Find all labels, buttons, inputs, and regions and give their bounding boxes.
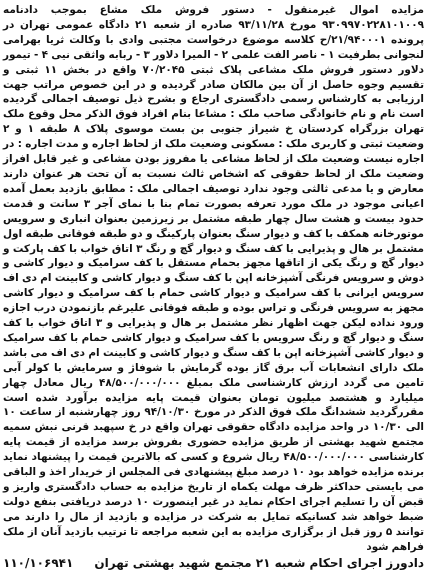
notice-body: مزایده اموال غیرمنقول - دستور فروش ملک مشاع بموجب دادنامه ۹۳۰۹۹۷۰۲۲۸۱۰۱۰۰۹ مورخ ۹۳/۱۱/۲۸ صادره از شعبه ۲۱ دادگاه عمومی تهران در پرونده ۲۱/۹۴۰۰۰۱/ح کلاسه موضوع درخواست مجتبی وادی با وکالت ثریا بهرامی لنجوانی بطرفیت ۱ - ناصر الفت علمی ۲ - المیرا دلاور ۳ - ربابه واثقی نیی ۴ - تیمور دلاور دستور فروش ملک مشاعی پلاک ثبتی ۷۰/۲۰۴۵ واقع در بخش ۱۱ ثبتی و تقسیم وجوه حاصل از آن بین مالکان صادر گردیده و در این خصوص مراتب جهت ارزیابی به کارشناس رسمی دادگستری ارجاع و بشرح ذیل توصیف اجمالی گردیده است نام و نام خانوادگی صاحب ملک : مشاعا بنام افراد فوق الذکر محل وقوع ملک تهران بزرگراه کردستان خ شیراز جنوبی بن بست موسوی پلاک ۸ طبقه ۱ و ۲ وضعیت ثبتی و کاربری ملک : مسکونی وضعیت ملک از لحاظ اجاره و مدت اجاره : در اجاره نیست وضعیت ملک از لحاظ مشاعی یا مفروز بودن مشاعی و غیر قابل افراز وضعیت ملک از لحاظ حقوقی که اشخاص ثالث نسبت به آن تحت هر عنوان دارند معارض و یا مدعی ثالثی وجود ندارد توصیف اجمالی ملک : مطابق بازدید بعمل آمده اعیانی موجود در ملک مورد تعرفه بصورت تمام بنا با نمای آجر ۳ سانت و قدمت حدود بیست و هشت سال چهار طبقه مشتمل بر زیرزمین بعنوان انباری و سرویس موتورخانه همکف با کف و دیوار سنگ بعنوان پارکینگ و دو طبقه فوقانی طبقه اول مشتمل بر هال و پذیرایی با کف سنگ و دیوار گچ و رنگ ۳ اتاق خواب با کف پارکت و دیوار گچ و رنگ یکی از اتاقها مجهز بحمام مستقل با کف سرامیک و دیوار کاشی و دوش و سرویس فرنگی آشپزخانه اپن با کف سنگ و دیوار کاشی و کابینت ام دی اف سرویس ایرانی با کف سرامیک و دیوار کاشی حمام با کف سرامیک و دیوار کاشی مجهز به سرویس فرنگی و تراس بوده و طبقه فوقانی علیرغم بازنمودن درب اجازه ورود نداده لیکن جهت اظهار نظر مشتمل بر هال و پذیرایی و ۳ اتاق خواب با کف سنگ و دیوار گچ و رنگ سرویس با کف سرامیک و دیوار کاشی حمام با کف سرامیک و دیوار کاشی آشپزخانه اپن با کف سنگ و دیوار کاشی و کابینت ام دی اف می باشد ملک دارای انشعابات آب برق گاز بوده گرمایش با شوفاژ و سرمایش با کولر آبی تامین می گردد ارزش کارشناسی ملک بمبلغ ۴۸/۵۰۰/۰۰۰/۰۰۰ ریال معادل چهار میلیارد و هشتصد میلیون تومان بعنوان قیمت پایه مزایده برآورد شده است مقررگردید ششدانگ ملک فوق الذکر در مورخ ۹۴/۱۰/۳۰ روز چهارشنبه از ساعت ۱۰ الی ۱۰/۳۰ در واحد مزایده دادگاه حقوقی تهران واقع در خ سپهبد قرنی نبش سمیه مجتمع شهید بهشتی از طریق مزایده حضوری بفروش برسد مزایده از قیمت پایه کارشناسی ۴۸/۵۰۰/۰۰۰/۰۰۰ ریال شروع و کسی که بالاترین قیمت را پیشنهاد نماید برنده مزایده خواهد بود ۱۰ درصد مبلغ پیشنهادی فی المجلس از خریدار اخذ و الباقی می بایستی حداکثر ظرف مهلت یکماه از تاریخ مزایده به حساب دادگستری واریز و قبض آن را تسلیم اجرای احکام نماید در غیر اینصورت ۱۰ درصد دریافتی بنفع دولت ضبط خواهد شد کسانیکه تمایل به شرکت در مزایده و بازدید از مال را دارند می توانند ۵ روز قبل از برگزاری مزایده به این شعبه مراجعه تا ترتیب بازدید آنان از ملک فراهم شود bbox=[3, 4, 424, 553]
notice-signature: دادورز اجرای احکام شعبه ۲۱ مجتمع شهید بهشتی تهران bbox=[94, 555, 424, 570]
notice-footer bbox=[3, 555, 424, 571]
notice-code: ۱۱۰/۱۰۶۹۴۱ bbox=[3, 555, 74, 570]
